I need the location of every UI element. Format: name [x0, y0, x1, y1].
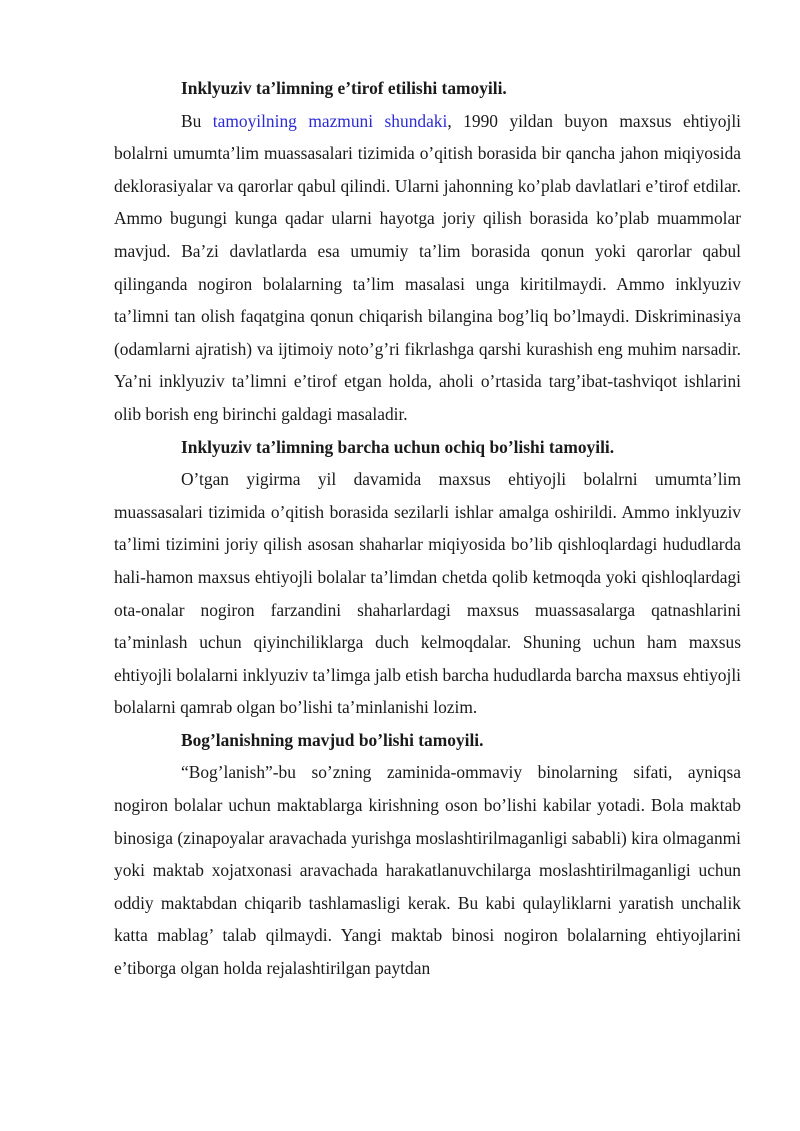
section-heading-accessibility: Bog’lanishning mavjud bo’lishi tamoyili.: [181, 729, 484, 750]
section-paragraph-open-to-all: O’tgan yigirma yil davamida maxsus ehtiyojli bolalrni umumta’lim muassasalari tizimida o’qitish borasida sezilarli ishlar amalga oshirildi. Ammo inklyuziv ta’limi tizimini joriy qilish asosan shaharlar miqiyosida bo’lib qishloqlardagi hududlarda hali-hamon maxsus ehtiyojli bolalar ta’limdan chetda qolib ketmoqda yoki qishloqlardagi ota-onalar nogiron farzandini shaharlardagi maxsus muassasalarga qatnashlarini ta’minlash uchun qiyinchiliklarga duch kelmoqdalar. Shuning uchun ham maxsus ehtiyojli bolalarni inklyuziv ta’limga jalb etish barcha hududlarda barcha maxsus ehtiyojli bolalarni qamrab olgan bo’lishi ta’minlanishi lozim.: [114, 469, 741, 718]
hyperlink-text[interactable]: tamoyilning mazmuni shundaki: [212, 110, 448, 131]
document-page: [114, 72, 741, 985]
section-paragraph-recognition: [114, 105, 741, 431]
section-paragraph-accessibility: “Bog’lanish”-bu so’zning zaminida-ommaviy binolarning sifati, ayniqsa nogiron bolalar uchun maktablarga kirishning oson bo’lishi kabilar yotadi. Bola maktab binosiga (zinapoyalar aravachada yurishga moslashtirilmaganligi sababli) kira olmaganmi yoki maktab xojatxonasi aravachada harakatlanuvchilarga moslashtirilmaganligi uchun oddiy maktabdan chiqarib tashlamasligi kerak. Bu kabi qulayliklarni yaratish unchalik katta mablag’ talab qilmaydi. Yangi maktab binosi nogiron bolalarning ehtiyojlarini e’tiborga olgan holda rejalashtirilgan paytdan: [114, 762, 741, 979]
paragraph-prefix: Bu: [181, 110, 213, 131]
section-heading-recognition: Inklyuziv ta’limning e’tirof etilishi tamoyili.: [181, 78, 507, 98]
section-heading-open-to-all: Inklyuziv ta’limning barcha uchun ochiq bo’lishi tamoyili.: [181, 436, 615, 457]
paragraph-body: , 1990 yildan buyon maxsus ehtiyojli bolalrni umumta’lim muassasalari tizimida o’qitish borasida bir qancha jahon miqiyosida deklorasiyalar va qarorlar qabul qilindi. Ularni jahonning ko’plab davlatlari e’tirof etdilar. Ammo bugungi kunga qadar ularni hayotga joriy qilish borasida ko’plab muammolar mavjud. Ba’zi davlatlarda esa umumiy ta’lim borasida qonun yoki qarorlar qabul qilinganda nogiron bolalarning ta’lim masalasi unga kiritilmaydi. Ammo inklyuziv ta’limni tan olish faqatgina qonun chiqarish bilangina bog’liq bo’lmaydi. Diskriminasiya (odamlarni ajratish) va ijtimoiy noto’g’ri fikrlashga qarshi kurashish eng muhim narsadir. Ya’ni inklyuziv ta’limni e’tirof etgan holda, aholi o’rtasida targ’ibat-tashviqot ishlarini olib borish eng birinchi galdagi masaladir.: [114, 110, 741, 424]
